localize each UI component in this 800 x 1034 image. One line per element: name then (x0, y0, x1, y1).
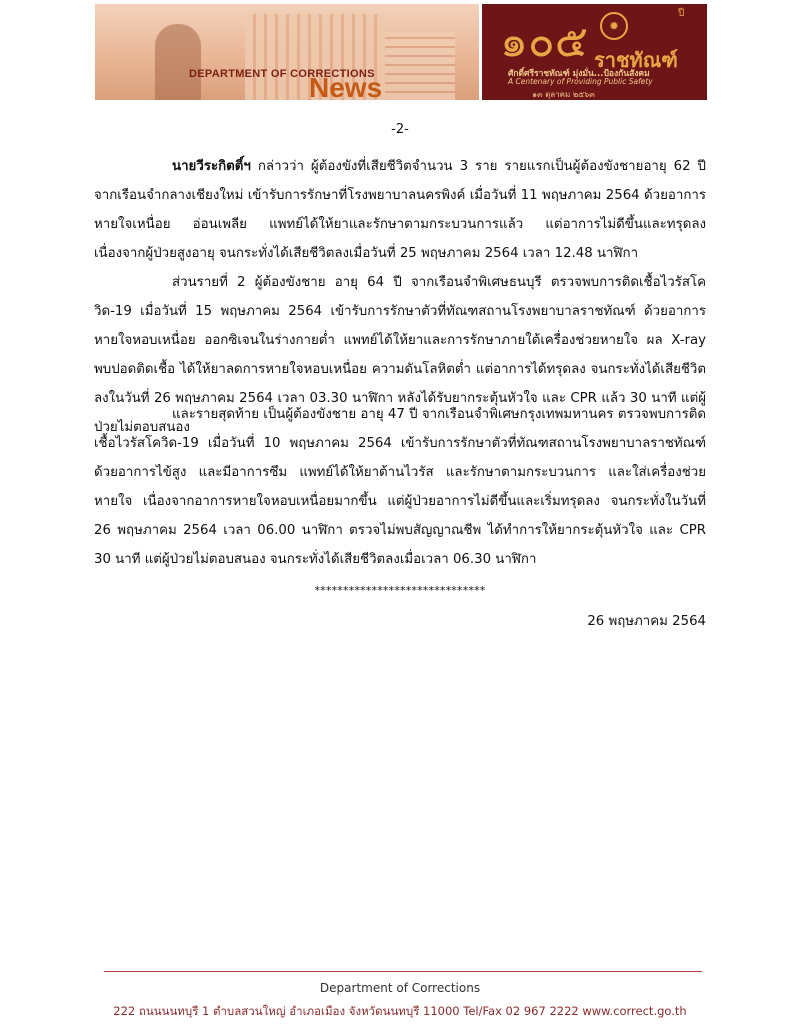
paragraph-1-text: กล่าวว่า ผู้ต้องขังที่เสียชีวิตจำนวน 3 ราย รายแรกเป็นผู้ต้องขังชายอายุ 62 ปี จากเรือนจำกลางเชียงใหม่ เข้ารับการรักษาที่โรงพยาบาลนครพิงค์ เมื่อวันที่ 11 พฤษภาคม 2564 ด้วยอาการหายใจเหนื่อย อ่อนเพลีย แพทย์ได้ให้ยาและรักษาตามกระบวนการแล้ว แต่อาการไม่ดีขึ้นและทรุดลง เนื่องจากผู้ป่วยสูงอายุ จนกระทั่งได้เสียชีวิตลงเมื่อวันที่ 25 พฤษภาคม 2564 เวลา 12.48 นาฬิกา (94, 159, 706, 261)
speaker-name: นายวีระกิตติ์ฯ (172, 159, 251, 174)
anniversary-word: ราชทัณฑ์ (594, 48, 678, 72)
building-graphic-2 (385, 32, 455, 100)
banner-news-title: News (309, 72, 383, 100)
paragraph-3-text: และรายสุดท้าย เป็นผู้ต้องขังชาย อายุ 47 ปี จากเรือนจำพิเศษกรุงเทพมหานคร ตรวจพบการติดเชื้อไวรัสโควิด-19 เมื่อวันที่ 10 พฤษภาคม 2564 เข้ารับการรักษาตัวที่ทัณฑสถานโรงพยาบาลราชทัณฑ์ ด้วยอาการไข้สูง และมีอาการซึม แพทย์ได้ให้ยาต้านไวรัส และรักษาตามกระบวนการ และใส่เครื่องช่วยหายใจ เนื่องจากอาการหายใจหอบเหนื่อยมากขึ้น แต่ผู้ป่วยอาการไม่ดีขึ้นและเริ่มทรุดลง จนกระทั่งในวันที่ 26 พฤษภาคม 2564 เวลา 06.00 นาฬิกา ตรวจไม่พบสัญญาณชีพ ได้ทำการให้ยากระตุ้นหัวใจ และ CPR 30 นาที แต่ผู้ป่วยไม่ตอบสนอง จนกระทั่งได้เสียชีวิตลงเมื่อเวลา 06.30 นาฬิกา (94, 407, 706, 567)
slogan-thai: ศักดิ์ศรีราชทัณฑ์ มุ่งมั่น...ป้องกันสังคม (508, 69, 650, 79)
slogan-english: A Centenary of Providing Public Safety (508, 77, 653, 86)
paragraph-2-text: ส่วนรายที่ 2 ผู้ต้องขังชาย อายุ 64 ปี จากเรือนจำพิเศษธนบุรี ตรวจพบการติดเชื้อไวรัสโควิด-19 เมื่อวันที่ 15 พฤษภาคม 2564 เข้ารับการรักษาตัวที่ทัณฑสถานโรงพยาบาลราชทัณฑ์ ด้วยอาการหายใจหอบเหนื่อย ออกซิเจนในร่างกายต่ำ แพทย์ได้ให้ยาและการรักษาภายใต้เครื่องช่วยหายใจ ผล X-ray พบปอดติดเชื้อ ได้ให้ยาลดการหายใจหอบเหนื่อย ความดันโลหิตต่ำ แต่อาการได้ทรุดลง จนกระทั่งได้เสียชีวิตลงในวันที่ 26 พฤษภาคม 2564 เวลา 03.30 นาฬิกา หลังได้รับยากระตุ้นหัวใจ และ CPR แล้ว 30 นาที แต่ผู้ป่วยไม่ตอบสนอง (94, 275, 706, 435)
banner-anniversary (482, 4, 707, 100)
paragraph-1 (94, 152, 706, 268)
footer-department: Department of Corrections (319, 981, 481, 995)
paragraph-3 (94, 400, 706, 574)
footer-divider (104, 971, 702, 972)
footer-address: 222 ถนนนนทบุรี 1 ตำบลสวนใหญ่ อำเภอเมือง จังหวัดนนทบุรี 11000 Tel/Fax 02 967 2222 www.correct.go.th (113, 1004, 687, 1018)
seal-icon: ✹ (600, 12, 628, 40)
anniversary-date: ๑๓ ตุลาคม ๒๕๖๓ (532, 90, 595, 99)
page-number: -2- (391, 122, 409, 137)
banner-news (95, 4, 479, 100)
document-date: 26 พฤษภาคม 2564 (587, 614, 706, 629)
banner-department: DEPARTMENT OF CORRECTIONS (189, 68, 375, 80)
separator: ****************************** (314, 584, 486, 597)
officer-graphic (155, 24, 201, 100)
anniversary-number: ๑๐๕ (500, 16, 589, 67)
year-mark: ปี (678, 8, 685, 19)
